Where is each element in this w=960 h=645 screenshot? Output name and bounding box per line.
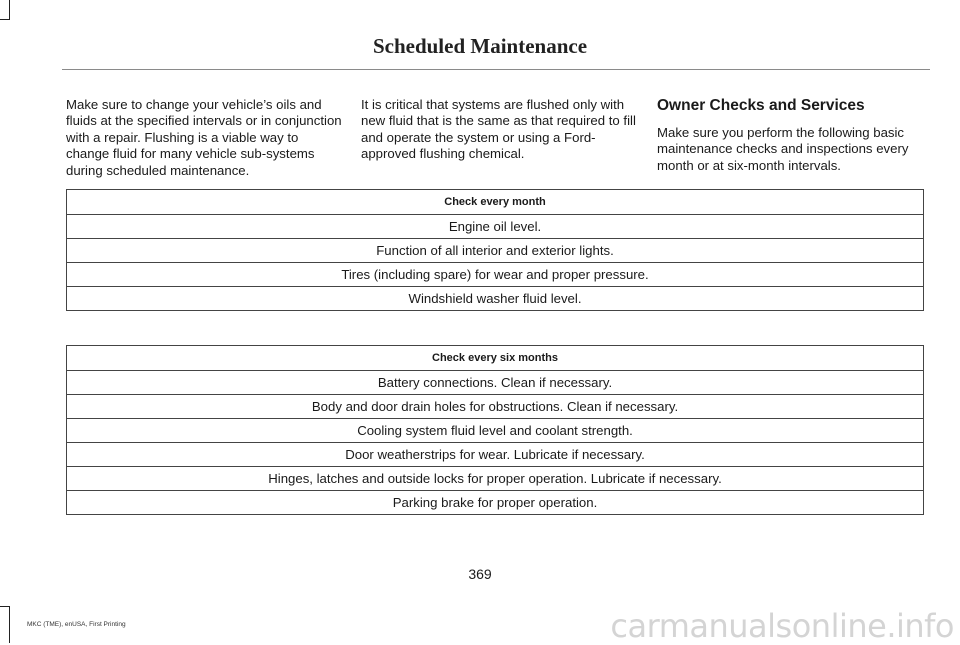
table-row — [67, 467, 924, 491]
owner-checks-heading: Owner Checks and Services — [657, 97, 865, 114]
table-row — [67, 491, 924, 515]
table-row — [67, 263, 924, 287]
six-month-check-item: Parking brake for proper operation. — [67, 491, 924, 515]
table-row — [67, 443, 924, 467]
monthly-check-item: Windshield washer fluid level. — [67, 287, 924, 311]
table-row — [67, 287, 924, 311]
crop-mark-bottom-left-horizontal — [0, 606, 10, 607]
monthly-check-item: Function of all interior and exterior lights. — [67, 239, 924, 263]
crop-mark-top-left-horizontal — [0, 19, 10, 20]
intro-column-2 — [361, 97, 637, 163]
monthly-check-item: Tires (including spare) for wear and proper pressure. — [67, 263, 924, 287]
table-row — [67, 371, 924, 395]
six-month-check-item: Cooling system fluid level and coolant strength. — [67, 419, 924, 443]
print-note: MKC (TME), enUSA, First Printing — [27, 621, 126, 628]
table-row — [67, 239, 924, 263]
intro-paragraph-flushing: It is critical that systems are flushed only with new fluid that is the same as that required to fill and operate the system or using a Ford-approved flushing chemical. — [361, 97, 636, 162]
monthly-table-header: Check every month — [67, 190, 924, 215]
six-month-check-item: Body and door drain holes for obstructions. Clean if necessary. — [67, 395, 924, 419]
table-row — [67, 215, 924, 239]
six-month-check-item: Hinges, latches and outside locks for proper operation. Lubricate if necessary. — [67, 467, 924, 491]
crop-mark-top-left-vertical — [9, 0, 10, 20]
page-title: Scheduled Maintenance — [372, 34, 588, 58]
page-number: 369 — [468, 566, 492, 582]
intro-paragraph-fluids: Make sure to change your vehicle’s oils and fluids at the specified intervals or in conjunction with a repair. Flushing is a viable way to change fluid for many vehicle sub-systems during scheduled maintenance. — [66, 97, 342, 178]
monthly-checks-table — [66, 189, 924, 311]
six-month-check-item: Battery connections. Clean if necessary. — [67, 371, 924, 395]
owner-checks-body: Make sure you perform the following basic maintenance checks and inspections every month or at six-month intervals. — [657, 125, 909, 173]
six-month-checks-table — [66, 345, 924, 515]
table-row — [67, 419, 924, 443]
header-divider — [62, 69, 930, 70]
table-row — [67, 395, 924, 419]
six-month-check-item: Door weatherstrips for wear. Lubricate if necessary. — [67, 443, 924, 467]
watermark: carmanualsonline.info — [610, 607, 954, 645]
intro-column-1 — [66, 97, 342, 179]
crop-mark-bottom-left-vertical — [9, 606, 10, 643]
monthly-check-item: Engine oil level. — [67, 215, 924, 239]
owner-checks-section — [657, 97, 929, 174]
six-month-table-header: Check every six months — [67, 346, 924, 371]
